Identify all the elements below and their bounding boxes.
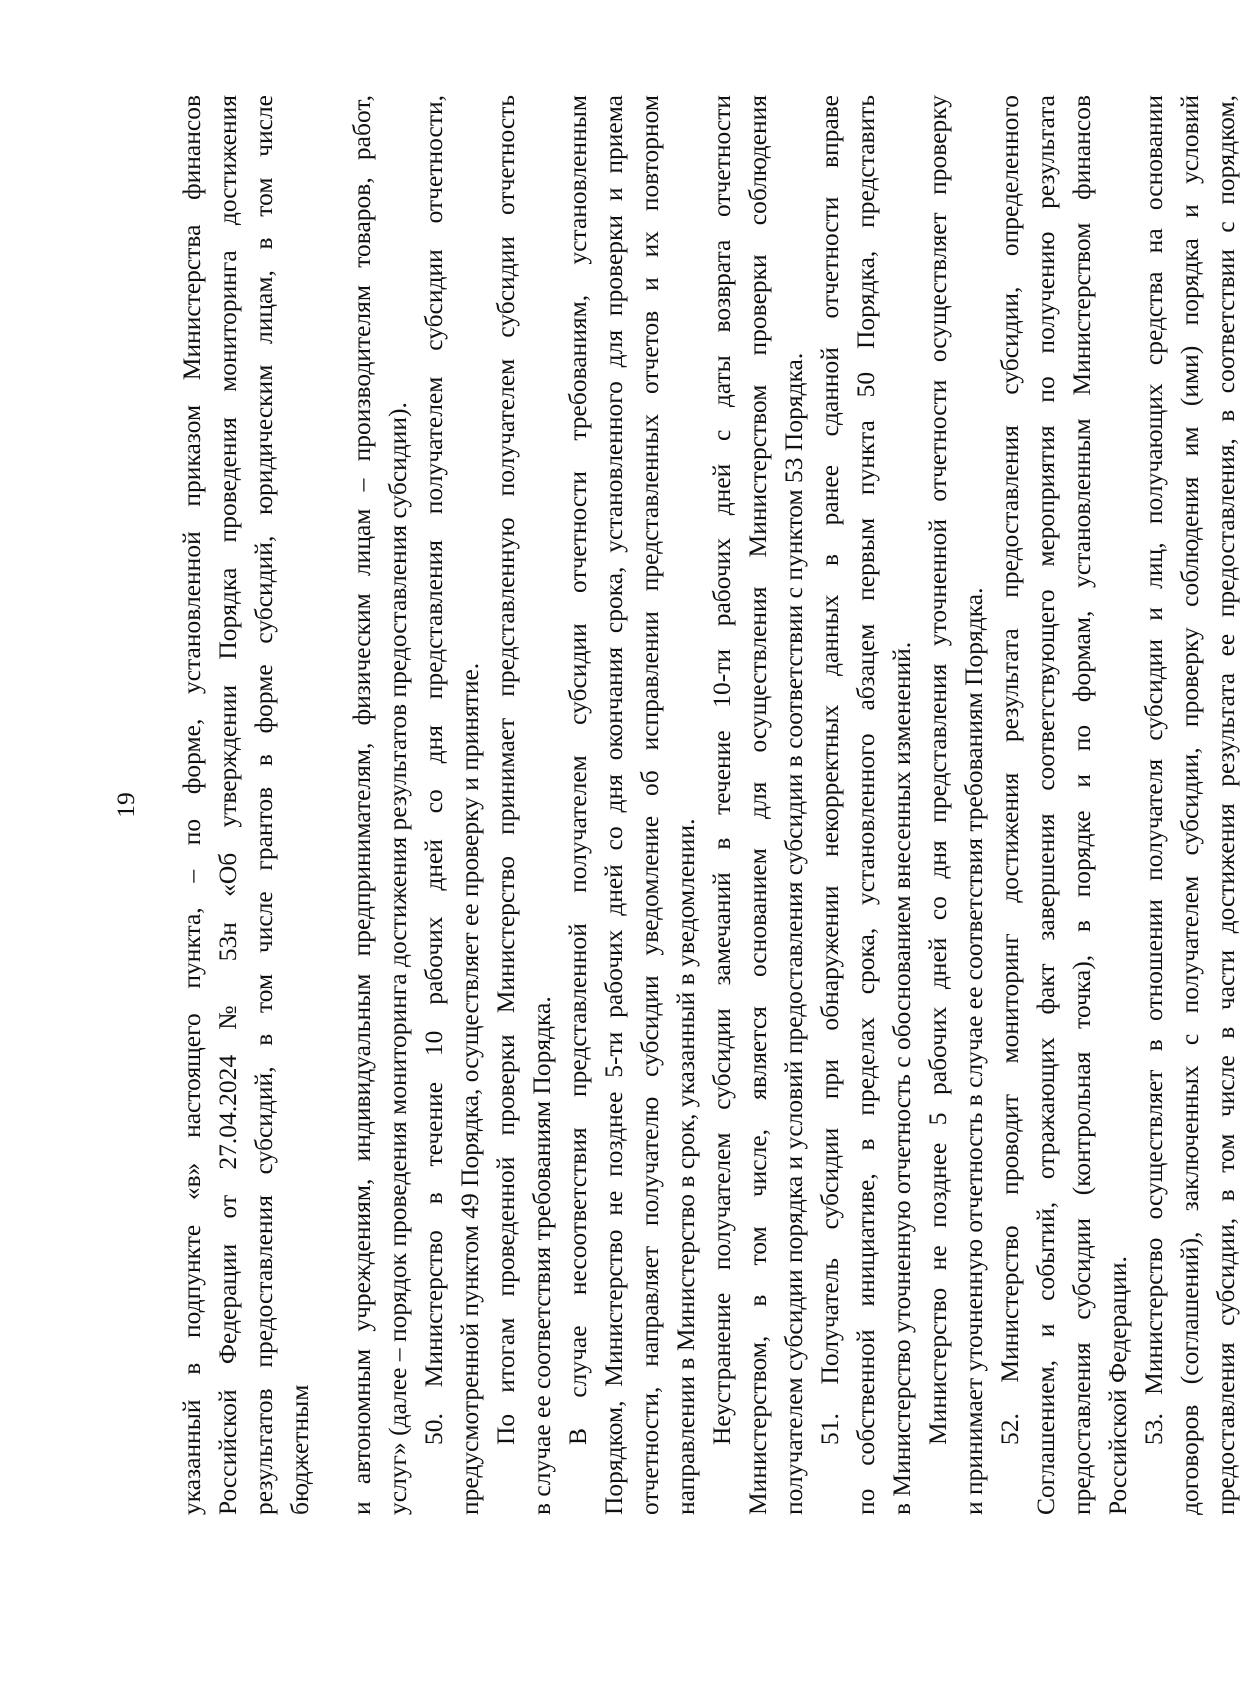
text-line: Неустранение получателем субсидии замечаний в течение 10-ти рабочих дней с даты возврата отчетности — [707, 95, 736, 1445]
text-line: предусмотренной пунктом 49 Порядка, осуществляет ее проверку и принятие. — [455, 662, 484, 1515]
text-line: Российской Федерации от 27.04.2024 № 53н «Об утверждении Порядка проведения мониторинга достижения — [213, 95, 242, 1515]
text-line: в Министерство уточненную отчетность с обоснованием внесенных изменений. — [887, 641, 916, 1515]
paragraph — [992, 95, 1136, 1515]
paragraph — [920, 95, 992, 1515]
paragraph — [344, 95, 416, 1515]
paragraph — [416, 95, 488, 1515]
text-line: Соглашением, и событий, отражающих факт завершения соответствующего мероприятия по получению результата — [1031, 95, 1060, 1515]
paragraph — [812, 95, 920, 1515]
paragraph — [704, 95, 812, 1515]
text-line: Российской Федерации. — [1103, 1256, 1132, 1515]
text-line: Министерство не позднее 5 рабочих дней со дня представления уточненной отчетности осуществляет проверку — [923, 95, 952, 1445]
text-line: 52. Министерство проводит мониторинг достижения результата предоставления субсидии, определенного — [995, 95, 1024, 1445]
paragraph — [1136, 95, 1244, 1515]
text-line: получателем субсидии порядка и условий предоставления субсидии в соответствии с пунктом 53 Порядка. — [779, 352, 808, 1515]
rotated-document-content — [108, 95, 1240, 1515]
text-line: бюджетным — [285, 1384, 314, 1515]
text-line: услуг» (далее – порядок проведения мониторинга достижения результатов предоставления субсидии). — [383, 402, 412, 1515]
text-line: предоставления субсидии, в том числе в части достижения результата ее предоставления, в соответствии с порядком, — [1211, 95, 1240, 1515]
document-body — [174, 95, 1244, 1515]
text-line: и автономным учреждениям, индивидуальным предпринимателям, физическим лицам – производителям товаров, работ, — [347, 95, 376, 1515]
text-line: отчетности, направляет получателю субсидии уведомление об исправлении представленных отчетов и их повторном — [635, 95, 664, 1515]
paragraph — [174, 95, 318, 1515]
text-line: по собственной инициативе, в пределах срока, установленного абзацем первым пункта 50 Порядка, представить — [851, 95, 880, 1515]
text-line: в случае ее соответствия требованиям Порядка. — [527, 996, 556, 1515]
text-line: направлении в Министерство в срок, указанный в уведомлении. — [671, 818, 700, 1515]
paragraph-gap — [318, 95, 344, 1515]
text-line: По итогам проведенной проверки Министерство принимает представленную получателем субсидии отчетность — [491, 95, 520, 1445]
text-line: Министерством, в том числе, является основанием для осуществления Министерством проверки соблюдения — [743, 95, 772, 1515]
text-line: 50. Министерство в течение 10 рабочих дней со дня представления получателем субсидии отчетности, — [419, 95, 448, 1445]
text-line: результатов предоставления субсидий, в том числе грантов в форме субсидий, юридическим лицам, в том числе — [249, 95, 278, 1515]
text-line: Порядком, Министерство не позднее 5-ти рабочих дней со дня окончания срока, установленного для проверки и приема — [599, 95, 628, 1515]
text-line: предоставления субсидии (контрольная точка), в порядке и по формам, установленным Министерством финансов — [1067, 95, 1096, 1515]
text-line: 51. Получатель субсидии при обнаружении некорректных данных в ранее сданной отчетности вправе — [815, 95, 844, 1445]
text-line: и принимает уточненную отчетность в случае ее соответствия требованиям Порядка. — [959, 587, 988, 1515]
page-number: 19 — [111, 792, 140, 818]
text-line: В случае несоответствия представленной получателем субсидии отчетности требованиям, установленным — [563, 95, 592, 1445]
paragraph — [488, 95, 560, 1515]
text-line: 53. Министерство осуществляет в отношении получателя субсидии и лиц, получающих средства на основании — [1139, 95, 1168, 1445]
text-line: указанный в подпункте «в» настоящего пункта, – по форме, установленной приказом Министерства финансов — [177, 95, 206, 1515]
text-line: договоров (соглашений), заключенных с получателем субсидии, проверку соблюдения им (ими) порядка и условий — [1175, 95, 1204, 1515]
paragraph — [560, 95, 704, 1515]
